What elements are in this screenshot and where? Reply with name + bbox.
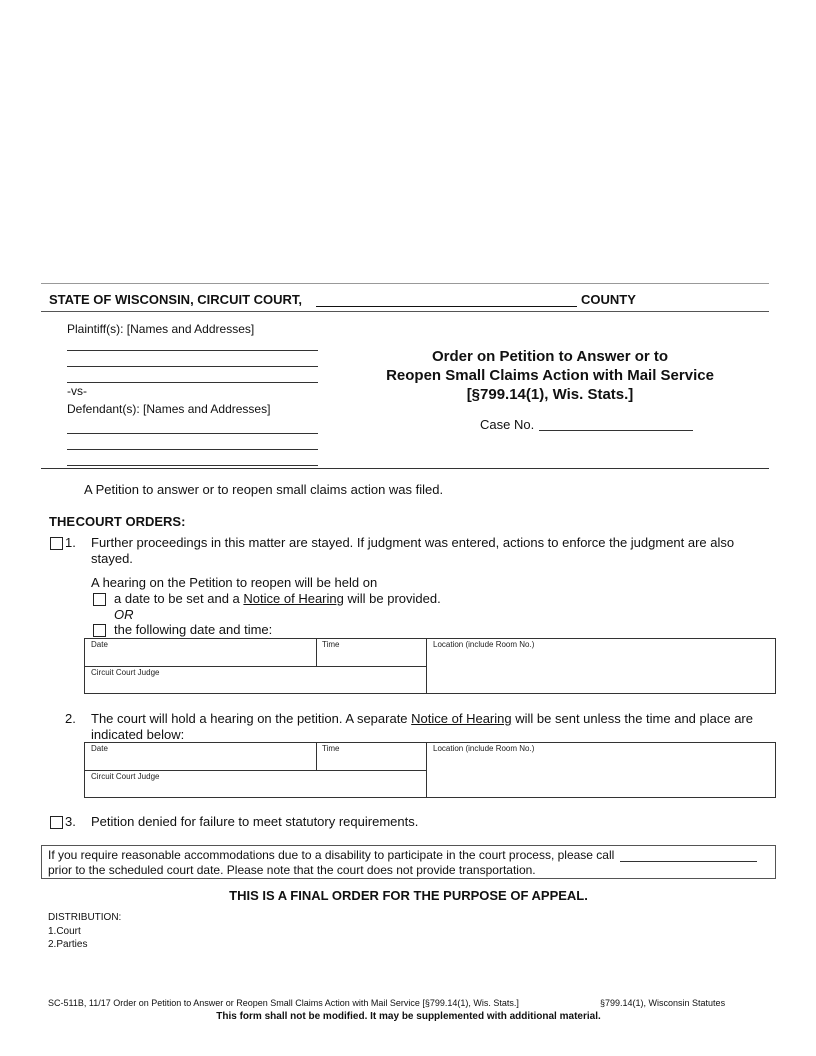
table-2-time-field[interactable]: Time xyxy=(322,744,340,753)
option-b-text: the following date and time: xyxy=(114,622,273,637)
notice-of-hearing-link-1: Notice of Hearing xyxy=(243,591,344,606)
the-label: THE xyxy=(49,514,75,529)
plaintiff-line-3[interactable] xyxy=(67,382,318,383)
defendant-line-1[interactable] xyxy=(67,433,318,434)
table-1-time-field[interactable]: Time xyxy=(322,640,340,649)
table-2-judge-field[interactable]: Circuit Court Judge xyxy=(91,772,160,781)
table-2-row-divider xyxy=(85,770,427,771)
header-rule xyxy=(41,311,769,312)
intro-text: A Petition to answer or to reopen small claims action was filed. xyxy=(84,482,444,497)
item-1-text: Further proceedings in this matter are stayed. If judgment was entered, actions to enforce the judgment are also stayed. xyxy=(91,535,735,566)
table-1-date-field[interactable]: Date xyxy=(91,640,108,649)
hearing-table-2 xyxy=(84,742,776,798)
option-a-checkbox[interactable] xyxy=(93,593,106,606)
defendant-label: Defendant(s): [Names and Addresses] xyxy=(67,402,271,416)
form-title xyxy=(340,347,760,404)
option-a-pre: a date to be set and a xyxy=(114,591,240,606)
item-1-number: 1. xyxy=(65,535,76,550)
item-3-number: 3. xyxy=(65,814,76,829)
table-2-location-field[interactable]: Location (include Room No.) xyxy=(433,744,535,753)
final-order-notice: THIS IS A FINAL ORDER FOR THE PURPOSE OF APPEAL. xyxy=(229,888,588,903)
county-label: COUNTY xyxy=(581,292,636,307)
footer-statute: §799.14(1), Wisconsin Statutes xyxy=(600,998,726,1008)
option-a-text xyxy=(114,591,441,606)
option-b-checkbox[interactable] xyxy=(93,624,106,637)
notice-of-hearing-link-2: Notice of Hearing xyxy=(411,711,512,726)
plaintiff-label: Plaintiff(s): [Names and Addresses] xyxy=(67,322,255,336)
title-line-2: Reopen Small Claims Action with Mail Service xyxy=(386,367,714,384)
state-court-label: STATE OF WISCONSIN, CIRCUIT COURT, xyxy=(49,292,303,307)
case-no-label: Case No. xyxy=(480,417,535,432)
plaintiff-line-1[interactable] xyxy=(67,350,318,351)
table-1-judge-field[interactable]: Circuit Court Judge xyxy=(91,668,160,677)
parties-rule xyxy=(41,468,769,469)
hearing-line: A hearing on the Petition to reopen will be held on xyxy=(91,575,378,590)
case-no-field[interactable] xyxy=(539,430,693,431)
top-rule xyxy=(41,283,769,284)
county-name-field[interactable] xyxy=(316,306,577,307)
defendant-line-3[interactable] xyxy=(67,465,318,466)
distribution-item-court: 1.Court xyxy=(48,926,81,937)
item-2-text xyxy=(91,711,761,743)
hearing-table-1 xyxy=(84,638,776,694)
defendant-line-2[interactable] xyxy=(67,449,318,450)
table-1-row-divider xyxy=(85,666,427,667)
title-line-3: [§799.14(1), Wis. Stats.] xyxy=(466,386,634,403)
item-2-number: 2. xyxy=(65,711,76,726)
court-orders-heading xyxy=(49,514,185,529)
table-1-divider-time xyxy=(316,639,317,666)
accommodation-line-2: prior to the scheduled court date. Please note that the court does not provide transportation. xyxy=(48,863,536,877)
title-line-1: Order on Petition to Answer or to xyxy=(431,348,669,365)
accommodation-phone-field[interactable] xyxy=(620,861,757,862)
table-1-location-field[interactable]: Location (include Room No.) xyxy=(433,640,535,649)
option-a-post: will be provided. xyxy=(347,591,441,606)
accommodation-box xyxy=(41,845,776,879)
item-2-pre: The court will hold a hearing on the petition. A separate xyxy=(91,711,408,726)
accommodation-line-1: If you require reasonable accommodations due to a disability to participate in the court process, please call xyxy=(48,848,615,862)
footer-notice: This form shall not be modified. It may be supplemented with additional material. xyxy=(216,1011,601,1022)
distribution-label: DISTRIBUTION: xyxy=(48,912,122,923)
item-2-post: will be sent unless the time and place are indicated below: xyxy=(91,711,753,742)
item-3-text: Petition denied for failure to meet statutory requirements. xyxy=(91,814,419,829)
distribution-item-parties: 2.Parties xyxy=(48,939,88,950)
vs-label: -vs- xyxy=(67,384,87,398)
item-3-checkbox[interactable] xyxy=(50,816,63,829)
table-2-divider-time xyxy=(316,743,317,770)
plaintiff-line-2[interactable] xyxy=(67,366,318,367)
item-1-checkbox[interactable] xyxy=(50,537,63,550)
or-label: OR xyxy=(114,607,134,622)
footer-form-id: SC-511B, 11/17 Order on Petition to Answer or Reopen Small Claims Action with Mail Service [§799.14(1), Wis. Stats.] xyxy=(48,998,519,1008)
court-orders-label: COURT ORDERS: xyxy=(75,514,186,529)
table-2-date-field[interactable]: Date xyxy=(91,744,108,753)
